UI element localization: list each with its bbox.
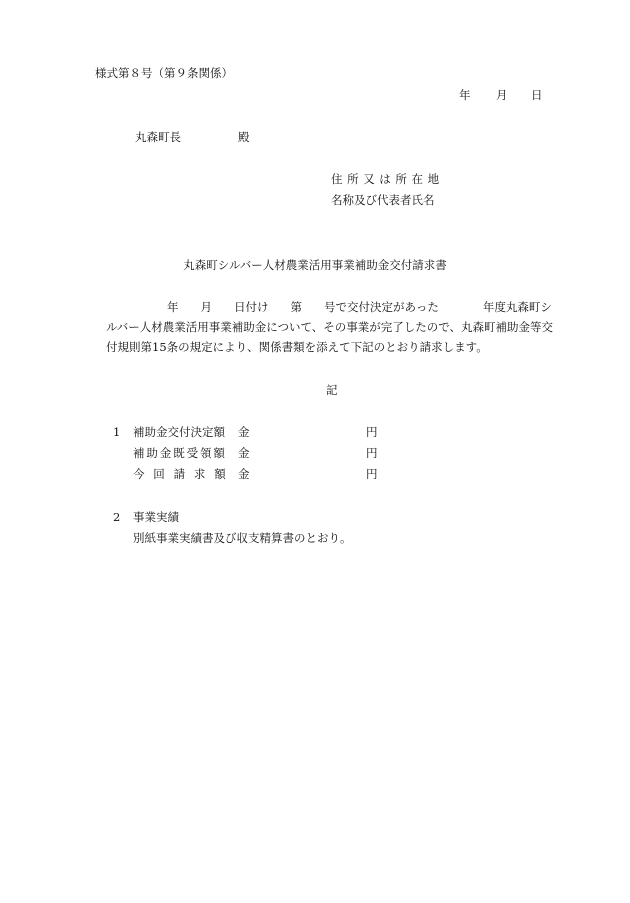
- applicant-address-label: 住所又は所在地: [331, 172, 444, 186]
- section-2-heading: 事業実績: [133, 510, 179, 524]
- body-year: 年: [167, 300, 179, 314]
- row-1-label: 補助金交付決定額: [133, 425, 225, 439]
- section-2-number: 2: [113, 510, 121, 524]
- section-2-text: 別紙事業実績書及び収支精算書のとおり。: [133, 531, 352, 545]
- row-2-kin: 金: [238, 446, 250, 460]
- body-month: 月: [200, 300, 212, 314]
- row-3-unit: 円: [366, 467, 378, 481]
- body-line-2: ルバー人材農業活用事業補助金について、その事業が完了したので、丸森町補助金等交: [106, 320, 554, 334]
- date-month: 月: [496, 88, 508, 102]
- body-line-3: 付規則第15条の規定により、関係書類を添えて下記のとおり請求します。: [106, 340, 488, 354]
- row-1-kin: 金: [238, 425, 250, 439]
- date-day: 日: [531, 88, 543, 102]
- row-3-kin: 金: [238, 467, 250, 481]
- addressee-name: 丸森町長: [135, 130, 181, 144]
- row-2-unit: 円: [366, 446, 378, 460]
- row-3-label: 今回請求額: [133, 467, 235, 481]
- body-line-1: [106, 297, 588, 317]
- applicant-name-label: 名称及び代表者氏名: [331, 193, 435, 207]
- body-paragraph: [106, 297, 588, 357]
- document-title: 丸森町シルバー人材農業活用事業補助金交付請求書: [183, 258, 447, 272]
- addressee-honorific: 殿: [238, 130, 250, 144]
- body-line1-rest: 号で交付決定があった: [324, 300, 439, 314]
- body-fiscal-year: 年度丸森町シ: [482, 300, 552, 314]
- row-1-unit: 円: [366, 425, 378, 439]
- date-year: 年: [459, 88, 471, 102]
- body-number-prefix: 第: [290, 300, 302, 314]
- form-number: 様式第８号（第９条関係）: [95, 66, 233, 80]
- section-1-number: 1: [113, 425, 121, 439]
- ki-heading: 記: [326, 383, 338, 397]
- row-2-label: 補助金既受領額: [133, 446, 227, 460]
- body-dated: 日付け: [234, 300, 269, 314]
